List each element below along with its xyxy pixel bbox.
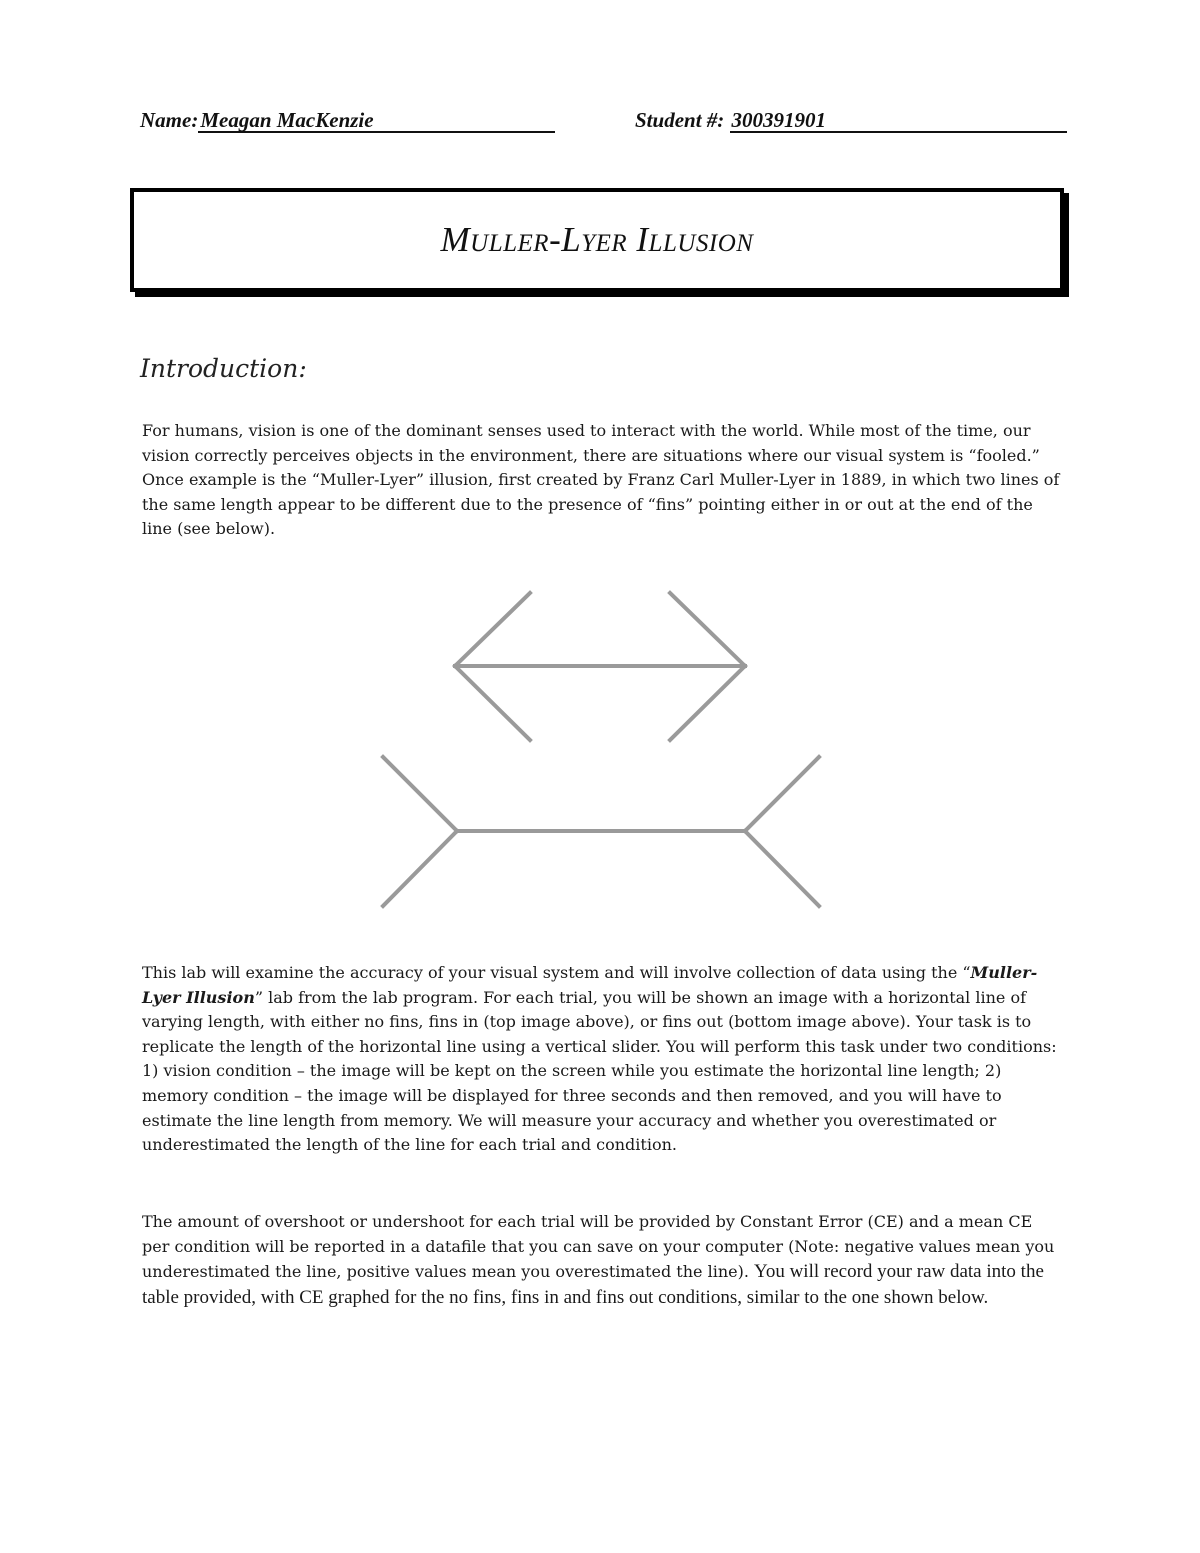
- fins-in-left-upper-fin: [455, 593, 530, 666]
- name-value: Meagan MacKenzie: [198, 109, 555, 133]
- fins-in-figure: [455, 593, 745, 740]
- fins-in-left-lower-fin: [455, 666, 530, 740]
- name-label: Name:: [140, 108, 199, 132]
- fins-out-left-upper-fin: [383, 757, 457, 831]
- fins-out-right-upper-fin: [745, 757, 819, 831]
- student-number-label: Student #:: [635, 108, 725, 132]
- paragraph-3-main: The amount of overshoot or undershoot for each trial will be provided by Constant Error (CE) and a mean CE per condition will be reported in a datafile that you can save on your computer (Note: negative values mean you underestimated the line, positive values mean you overestimated the line).: [142, 1212, 1055, 1282]
- lab-name: Muller-Lyer Illusion: [142, 963, 1038, 1007]
- intro-paragraph-1: For humans, vision is one of the dominant senses used to interact with the world. While most of the time, our vision correctly perceives objects in the environment, there are situations where our visual system is “fooled.” Once example is the “Muller-Lyer” illusion, first created by Franz Carl Muller-Lyer in 1889, in which two lines of the same length appear to be different due to the presence of “fins” pointing either in or out at the end of the line (see below).: [142, 421, 1060, 539]
- student-number-value: 300391901: [730, 109, 1067, 133]
- introduction-heading: Introduction:: [140, 354, 307, 383]
- fins-out-figure: [383, 757, 819, 906]
- paragraph-2-lead: This lab will examine the accuracy of your visual system and will involve collection of data using the “: [142, 963, 971, 982]
- student-header: [140, 108, 1072, 138]
- title-box: [130, 188, 1064, 292]
- student-number-field: [635, 108, 1067, 133]
- fins-out-right-lower-fin: [745, 831, 819, 906]
- fins-out-left-lower-fin: [383, 831, 457, 906]
- paragraph-2-body: ” lab from the lab program. For each trial, you will be shown an image with a horizontal line of varying length, with either no fins, fins in (top image above), or fins out (bottom image above). Your task is to replicate the length of the horizontal line using a vertical slider. You will perform this task under two conditions: 1) vision condition – the image will be kept on the screen while you estimate the horizontal line length; 2) memory condition – the image will be displayed for three seconds and then removed, and you will have to estimate the line length from memory. We will measure your accuracy and whether you overestimated or underestimated the length of the line for each trial and condition.: [142, 987, 1057, 1155]
- intro-paragraph-3: [142, 1210, 1062, 1311]
- document-title: Muller-Lyer Illusion: [440, 220, 754, 259]
- intro-paragraph-2: [142, 961, 1062, 1158]
- fins-in-right-upper-fin: [670, 593, 745, 666]
- fins-in-right-lower-fin: [670, 666, 745, 740]
- paragraph-3-tail: You will record your raw data into the table provided, with CE graphed for the no fins, fins in and fins out conditions, similar to the one shown below.: [142, 1261, 1044, 1309]
- name-field: [140, 108, 555, 133]
